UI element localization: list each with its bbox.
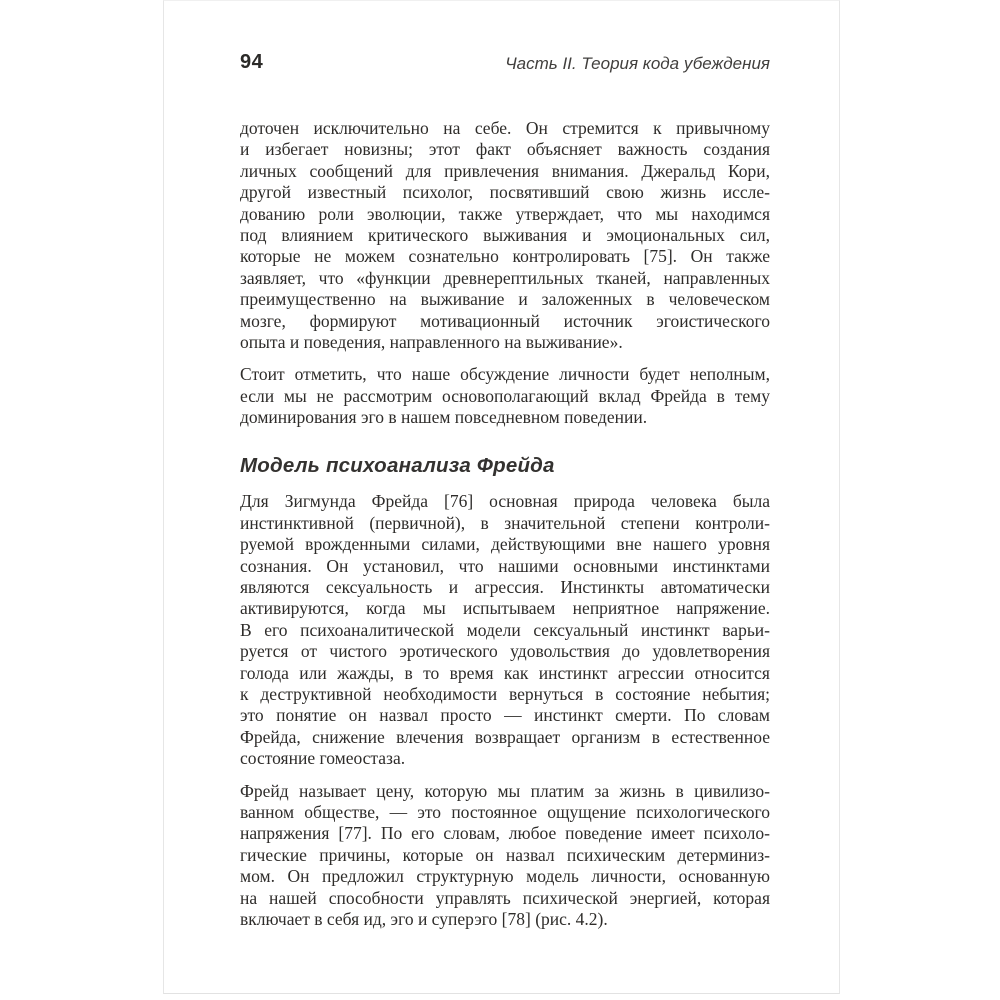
paragraph — [240, 491, 770, 769]
text-line: мозге, формируют мотивационный источник эгоистического — [240, 310, 770, 331]
text-line: активируются, когда мы испытываем неприятное напряжение. — [240, 598, 770, 619]
text-line: и избегает новизны; этот факт объясняет важность создания — [240, 139, 770, 160]
text-line: Для Зигмунда Фрейда [76] основная природа человека была — [240, 491, 770, 512]
page-content — [240, 1, 770, 930]
text-line: дованию роли эволюции, также утверждает, что мы находимся — [240, 203, 770, 224]
text-line: заявляет, что «функции древнерептильных тканей, направленных — [240, 267, 770, 288]
text-line: ванном обществе, — это постоянное ощущение психологического — [240, 801, 770, 822]
text-line: если мы не рассмотрим основополагающий вклад Фрейда в тему — [240, 385, 770, 406]
text-line: руется от чистого эротического удовольствия до удовлетворения — [240, 641, 770, 662]
text-line: опыта и поведения, направленного на выживание». — [240, 331, 623, 352]
text-line: это понятие он назвал просто — инстинкт смерти. По словам — [240, 705, 770, 726]
text-line: гические причины, которые он назвал психическим детерминиз- — [240, 844, 770, 865]
text-line: состояние гомеостаза. — [240, 748, 406, 769]
text-line: под влиянием критического выживания и эмоциональных сил, — [240, 224, 770, 245]
text-line: доточен исключительно на себе. Он стремится к привычному — [240, 118, 770, 138]
text-line: которые не можем сознательно контролировать [75]. Он также — [240, 246, 770, 267]
text-line: Стоит отметить, что наше обсуждение личности будет неполным, — [240, 364, 770, 385]
text-line: мом. Он предложил структурную модель личности, основанную — [240, 866, 770, 887]
text-line: инстинктивной (первичной), в значительной степени контроли- — [240, 512, 770, 533]
text-line: являются сексуальность и агрессия. Инстинкты автоматически — [240, 577, 770, 598]
text-line: руемой врожденными силами, действующими вне нашего уровня — [240, 534, 770, 555]
text-line: напряжения [77]. По его словам, любое поведение имеет психоло- — [240, 823, 770, 844]
text-line: Фрейда, снижение влечения возвращает организм в естественное — [240, 726, 770, 747]
text-line: к деструктивной необходимости вернуться в состояние небытия; — [240, 683, 770, 704]
paragraph — [240, 118, 770, 353]
text-line: голода или жажды, в то время как инстинкт агрессии относится — [240, 662, 770, 683]
text-line: сознания. Он установил, что нашими основными инстинктами — [240, 555, 770, 576]
text-line: В его психоаналитической модели сексуальный инстинкт варьи- — [240, 619, 770, 640]
page-header — [240, 1, 770, 74]
text-line: другой известный психолог, посвятивший свою жизнь иссле- — [240, 182, 770, 203]
text-line: включает в себя ид, эго и суперэго [78] (рис. 4.2). — [240, 908, 608, 929]
book-page — [163, 0, 840, 994]
text-line: на нашей способности управлять психической энергией, которая — [240, 887, 770, 908]
paragraph — [240, 781, 770, 931]
text-line: доминирования эго в нашем повседневном поведении. — [240, 407, 648, 428]
section-heading: Модель психоанализа Фрейда — [240, 454, 555, 478]
text-line: личных сообщений для привлечения внимания. Джеральд Кори, — [240, 160, 770, 181]
text-line: Фрейд называет цену, которую мы платим за жизнь в цивилизо- — [240, 780, 770, 801]
text-line: преимущественно на выживание и заложенных в человеческом — [240, 289, 770, 310]
page-body — [240, 118, 770, 930]
paragraph — [240, 364, 770, 428]
running-head: Часть II. Теория кода убеждения — [505, 54, 770, 73]
page-number: 94 — [240, 51, 264, 73]
